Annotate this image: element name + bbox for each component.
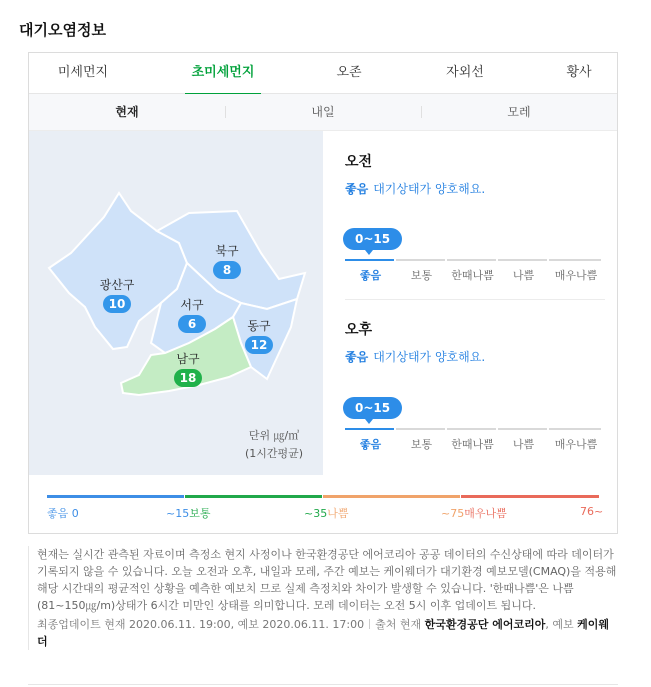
morning-forecast [345, 151, 601, 282]
unit-line: 단위 ㎍/㎥ [248, 429, 300, 442]
period-label: 오후 [345, 322, 373, 338]
status-message: 대기상태가 양호해요. [373, 350, 486, 364]
legend-grade: 나쁨 [327, 507, 349, 520]
district-dong[interactable] [229, 318, 289, 354]
status-message: 대기상태가 양호해요. [373, 182, 486, 196]
legend-good-start: 좋음 0 [47, 507, 79, 520]
scale-segment-very-bad [549, 259, 601, 261]
scale-label: 한때나쁨 [451, 269, 494, 282]
legend-bad [304, 505, 348, 521]
status-line [345, 348, 601, 365]
range-bubble: 0~15 [343, 228, 402, 250]
legend-threshold: ~75 [441, 507, 465, 520]
notice-text: 현재는 실시간 관측된 자료이며 측정소 현지 사정이나 한국환경공단 에어코리아 공공 데이터의 수신상태에 따라 데이터가 기록되지 않을 수 있습니다. 오늘 오전과 오후, 내일과 모레, 주간 예보는 케이웨더가 대기환경 예보모델(CMAQ)을 적용해 해당 시간대의 평균적인 상황을 예측한 예보치 므로 실제 측정치와 차이가 발생할 수 있습니다. '한때나쁨'은 나쁨(81~150㎍/m)상태가 6시간 미만인 상태를 의미합니다. 모레 데이터는 오전 5시 이후 업데이트 됩니다. [37, 548, 617, 612]
scale-segment-good [345, 259, 394, 261]
bottom-divider [28, 684, 618, 685]
legend-grade: 매우나쁨 [464, 507, 507, 520]
district-name: 서구 [180, 298, 204, 312]
legend-bar-very-bad [461, 495, 599, 498]
district-buk[interactable] [197, 243, 257, 279]
legend-normal [166, 505, 210, 521]
scale-segment-bad [498, 259, 547, 261]
legend-bar-normal [185, 495, 322, 498]
forecast-divider [345, 299, 605, 300]
tab-pm10[interactable]: 미세먼지 [57, 65, 109, 80]
scale-label: 매우나쁨 [554, 438, 598, 451]
district-gwangsan[interactable] [87, 277, 147, 313]
district-map [29, 131, 323, 475]
legend-bar-bad [323, 495, 460, 498]
tab-pm25[interactable]: 초미세먼지 [185, 53, 261, 94]
district-value-badge: 6 [178, 315, 206, 333]
legend-very-bad [441, 505, 507, 521]
district-nam[interactable] [158, 351, 218, 387]
source-mid: , 예보 [545, 618, 574, 631]
legend-bar-good [47, 495, 184, 498]
day-tabs [29, 94, 617, 131]
scale-label: 좋음 [359, 269, 382, 282]
legend-max: 76~ [580, 505, 604, 518]
range-bubble: 0~15 [343, 397, 402, 419]
district-name: 광산구 [99, 278, 135, 292]
legend-threshold: ~15 [166, 507, 190, 520]
source-link-airkorea[interactable]: 한국환경공단 에어코리아 [424, 618, 546, 631]
scale-segment-very-bad [549, 428, 601, 430]
scale-label: 나쁨 [512, 269, 535, 282]
data-notice [28, 546, 618, 650]
grade-legend [29, 491, 617, 521]
afternoon-forecast [345, 319, 601, 451]
tab-ozone[interactable]: 오존 [336, 65, 362, 80]
grade-label: 좋음 [345, 182, 369, 196]
forecast-column [323, 131, 617, 475]
tab-uv[interactable]: 자외선 [446, 65, 484, 80]
scale-segment-good [345, 428, 394, 430]
map-unit-note [245, 427, 303, 463]
grade-scale [345, 259, 601, 283]
scale-segment-sometimes-bad [447, 259, 496, 261]
scale-label: 매우나쁨 [554, 269, 598, 282]
scale-label: 보통 [410, 269, 433, 282]
district-seo[interactable] [162, 297, 222, 333]
grade-label: 좋음 [345, 350, 369, 364]
scale-label: 보통 [410, 438, 433, 451]
district-value-badge: 12 [245, 336, 274, 354]
scale-label: 나쁨 [512, 438, 535, 451]
update-time: 최종업데이트 현재 2020.06.11. 19:00, 예보 2020.06.11. 17:00 [37, 618, 365, 631]
scale-segment-normal [396, 259, 445, 261]
district-value-badge: 18 [174, 369, 203, 387]
tab-yellow-dust[interactable]: 황사 [566, 65, 592, 80]
status-line [345, 180, 601, 197]
grade-scale [345, 428, 601, 452]
scale-segment-bad [498, 428, 547, 430]
district-name: 북구 [215, 244, 239, 258]
air-quality-panel [28, 52, 618, 534]
source-prefix: 출처 현재 [375, 618, 422, 631]
subtab-now[interactable]: 현재 [115, 105, 139, 119]
page-title: 대기오염정보 [19, 21, 106, 39]
district-name: 남구 [176, 352, 200, 366]
source-divider [369, 619, 370, 629]
district-value-badge: 10 [103, 295, 132, 313]
source-link-kweather[interactable]: 케이웨더 [37, 618, 609, 648]
scale-label: 한때나쁨 [451, 438, 494, 451]
legend-threshold: ~35 [304, 507, 328, 520]
period-label: 오전 [345, 154, 373, 170]
subtab-tomorrow[interactable]: 내일 [311, 105, 335, 119]
scale-segment-sometimes-bad [447, 428, 496, 430]
update-info [37, 616, 618, 650]
pollutant-tabs [29, 53, 617, 94]
unit-line: (1시간평균) [245, 447, 304, 460]
legend-grade: 보통 [189, 507, 211, 520]
district-name: 동구 [247, 319, 271, 333]
scale-label: 좋음 [359, 438, 382, 451]
district-value-badge: 8 [213, 261, 241, 279]
scale-segment-normal [396, 428, 445, 430]
subtab-day-after[interactable]: 모레 [507, 105, 531, 119]
